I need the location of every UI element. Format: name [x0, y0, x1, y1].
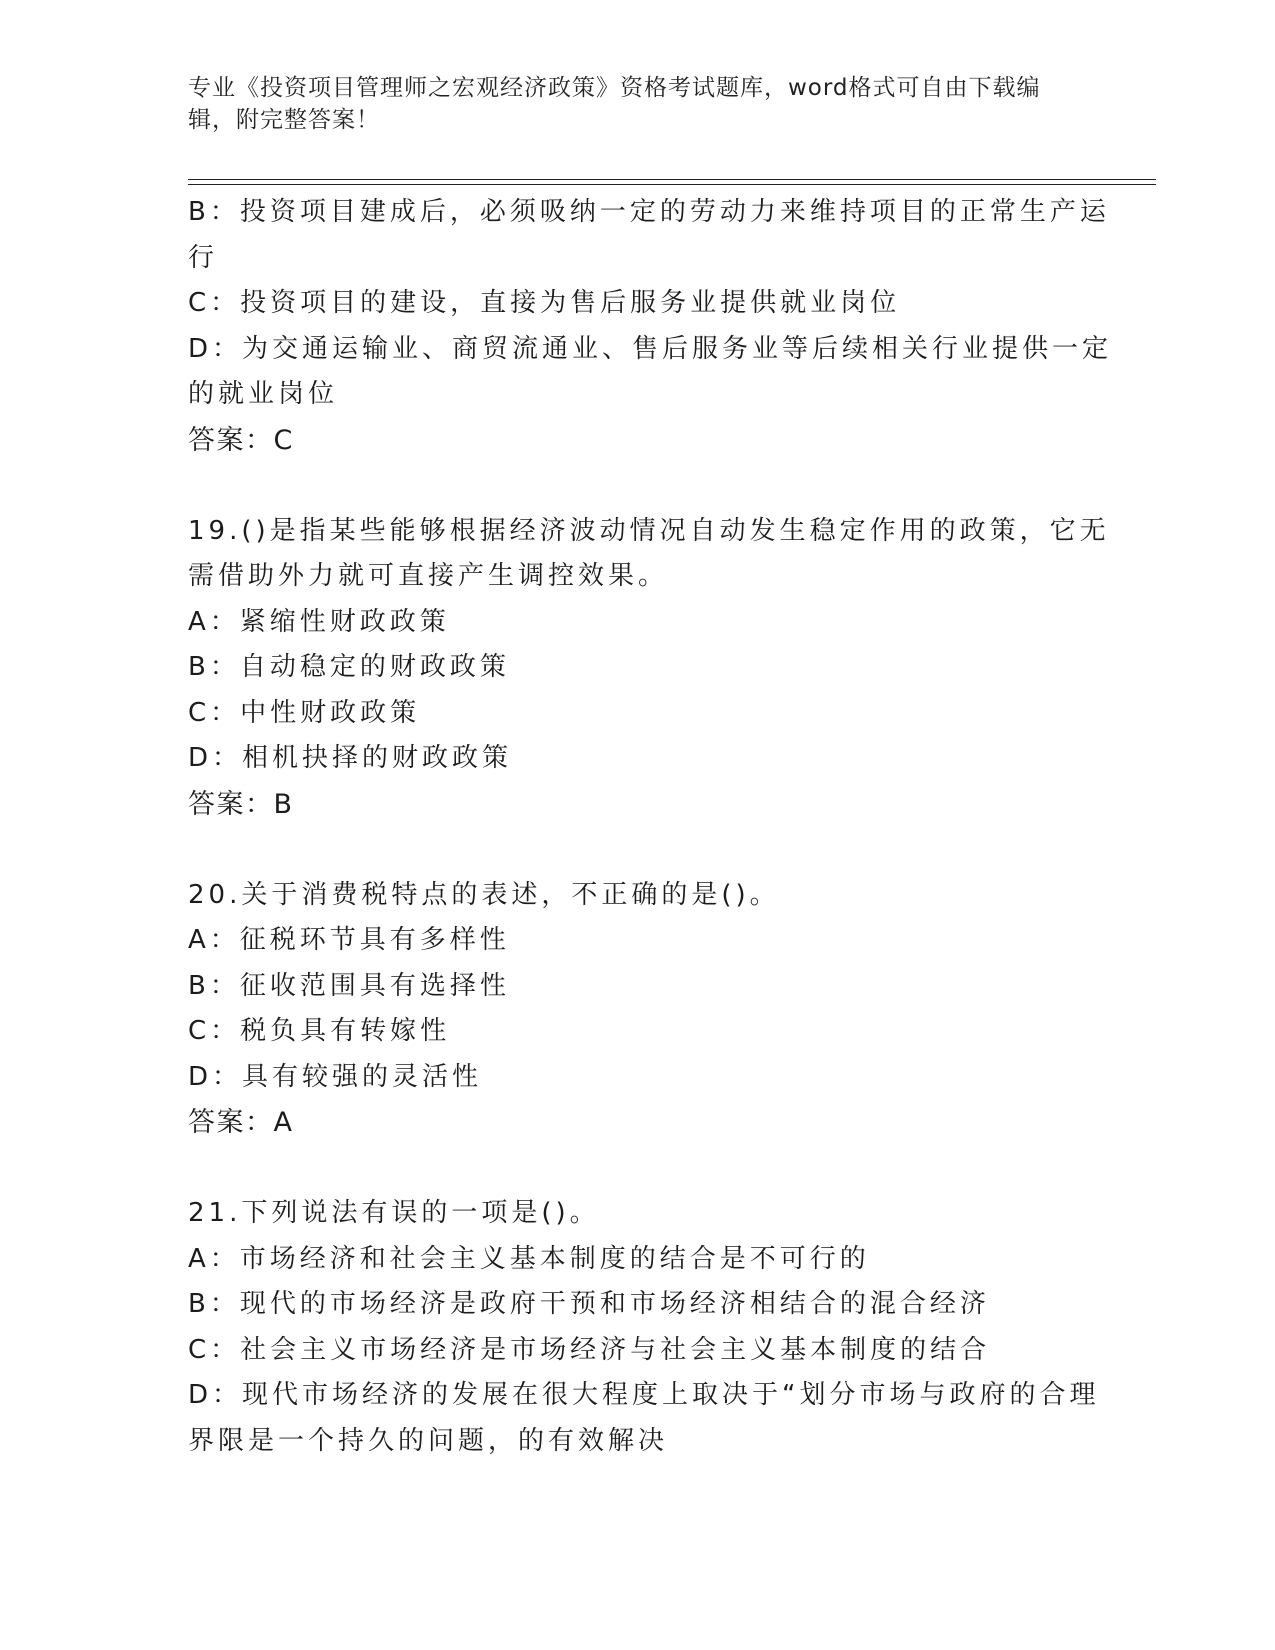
q19-option-b: B：自动稳定的财政政策 — [188, 652, 510, 682]
q19-stem-line-2: 需借助外力就可直接产生调控效果。 — [188, 561, 669, 591]
q18-option-c: C：投资项目的建设，直接为售后服务业提供就业岗位 — [188, 288, 901, 318]
q19-answer: 答案：B — [188, 788, 294, 820]
q18-option-b-line-1: B：投资项目建成后，必须吸纳一定的劳动力来维持项目的正常生产运 — [188, 197, 1110, 227]
q21-stem: 21.下列说法有误的一项是()。 — [188, 1198, 600, 1228]
question-content — [188, 190, 1113, 1464]
question-21 — [188, 1191, 1100, 1464]
question-20 — [188, 873, 1088, 1146]
q20-option-a: A：征税环节具有多样性 — [188, 925, 510, 955]
q21-option-d-line-1: D：现代市场经济的发展在很大程度上取决于“划分市场与政府的合理 — [188, 1380, 1100, 1410]
q20-option-b: B：征收范围具有选择性 — [188, 970, 510, 1001]
q20-stem: 20.关于消费税特点的表述，不正确的是()。 — [188, 879, 780, 910]
page-header — [188, 72, 1068, 136]
q21-option-b: B：现代的市场经济是政府干预和市场经济相结合的混合经济 — [188, 1289, 990, 1319]
q20-answer: 答案：A — [188, 1107, 294, 1138]
q19-stem-line-1: 19.()是指某些能够根据经济波动情况自动发生稳定作用的政策，它无 — [188, 515, 1110, 546]
spacer — [188, 463, 1088, 509]
q19-option-d: D：相机抉择的财政政策 — [188, 743, 513, 773]
q18-option-d-line-2: 的就业岗位 — [188, 379, 339, 409]
question-19 — [188, 509, 1110, 828]
header-divider-top — [188, 179, 1156, 180]
q21-option-c: C：社会主义市场经济是市场经济与社会主义基本制度的结合 — [188, 1334, 991, 1365]
q20-option-d: D：具有较强的灵活性 — [188, 1061, 483, 1092]
q21-option-d-line-2: 界限是一个持久的问题，的有效解决 — [188, 1425, 669, 1456]
q18-option-b-line-2: 行 — [188, 242, 219, 273]
question-18-tail — [188, 190, 1113, 463]
spacer — [188, 827, 1088, 873]
q20-option-c: C：税负具有转嫁性 — [188, 1016, 451, 1046]
header-line-2: 辑，附完整答案！ — [188, 107, 380, 133]
spacer — [188, 1146, 1088, 1192]
header-divider-bottom — [188, 184, 1156, 185]
q18-option-d-line-1: D：为交通运输业、商贸流通业、售后服务业等后续相关行业提供一定 — [188, 333, 1113, 364]
q18-answer: 答案：C — [188, 424, 294, 456]
q19-option-a: A：紧缩性财政政策 — [188, 606, 450, 637]
q19-option-c: C：中性财政政策 — [188, 697, 421, 728]
header-line-1: 专业《投资项目管理师之宏观经济政策》资格考试题库，word格式可自由下载编 — [188, 75, 1041, 101]
q21-option-a: A：市场经济和社会主义基本制度的结合是不可行的 — [188, 1243, 870, 1274]
